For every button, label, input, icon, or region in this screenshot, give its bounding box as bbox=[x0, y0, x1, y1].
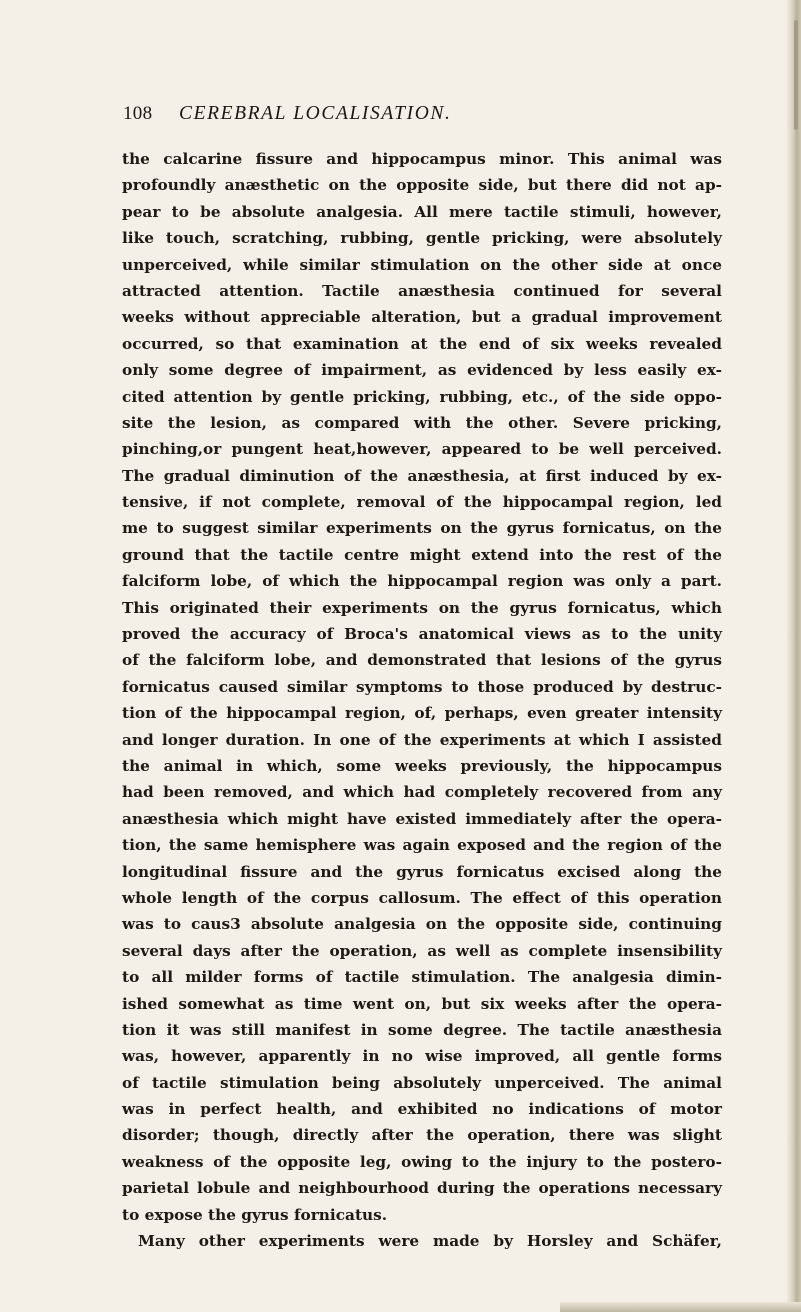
text-line: anæsthesia which might have existed immediately after the opera- bbox=[122, 809, 722, 828]
text-line: profoundly anæsthetic on the opposite side, but there did not ap- bbox=[122, 176, 722, 195]
text-line: tion, the same hemisphere was again exposed and the region of the bbox=[122, 836, 722, 855]
text-line: This originated their experiments on the gyrus fornicatus, which bbox=[122, 598, 722, 617]
text-line: the animal in which, some weeks previously, the hippocampus bbox=[122, 756, 722, 775]
text-line: whole length of the corpus callosum. The effect of this operation bbox=[122, 888, 722, 907]
text-line: falciform lobe, of which the hippocampal region was only a part. bbox=[122, 572, 722, 591]
text-line: was to caus3 absolute analgesia on the opposite side, continuing bbox=[122, 915, 722, 934]
text-line: several days after the operation, as well as complete insensibility bbox=[122, 941, 722, 960]
text-line: had been removed, and which had completely recovered from any bbox=[122, 783, 722, 802]
body-text bbox=[122, 146, 722, 1254]
text-line: occurred, so that examination at the end of six weeks revealed bbox=[122, 334, 722, 353]
text-line: attracted attention. Tactile anæsthesia continued for several bbox=[122, 281, 722, 300]
page-number: 108 bbox=[123, 103, 153, 124]
text-line: me to suggest similar experiments on the gyrus fornicatus, on the bbox=[122, 519, 722, 538]
text-line: ground that the tactile centre might extend into the rest of the bbox=[122, 545, 722, 564]
text-line: tion of the hippocampal region, of, perhaps, even greater intensity bbox=[122, 704, 722, 723]
text-line: to expose the gyrus fornicatus. bbox=[122, 1205, 388, 1224]
text-line: disorder; though, directly after the operation, there was slight bbox=[122, 1126, 722, 1145]
text-line: tion it was still manifest in some degree. The tactile anæsthesia bbox=[122, 1020, 722, 1039]
page-spine-edge bbox=[787, 0, 801, 1312]
text-line: like touch, scratching, rubbing, gentle pricking, were absolutely bbox=[122, 229, 722, 248]
text-line: fornicatus caused similar symptoms to those produced by destruc- bbox=[122, 677, 722, 696]
text-line: weakness of the opposite leg, owing to the injury to the postero- bbox=[122, 1152, 722, 1171]
text-line: the calcarine fissure and hippocampus minor. This animal was bbox=[122, 150, 722, 168]
text-line: cited attention by gentle pricking, rubbing, etc., of the side oppo- bbox=[122, 387, 722, 406]
text-line: was, however, apparently in no wise improved, all gentle forms bbox=[122, 1047, 722, 1066]
text-line: to all milder forms of tactile stimulation. The analgesia dimin- bbox=[122, 968, 722, 987]
text-line: longitudinal fissure and the gyrus fornicatus excised along the bbox=[122, 862, 722, 881]
text-line: tensive, if not complete, removal of the hippocampal region, led bbox=[122, 493, 722, 512]
text-line: and longer duration. In one of the experiments at which I assisted bbox=[122, 730, 722, 749]
text-line: pear to be absolute analgesia. All mere tactile stimuli, however, bbox=[122, 202, 722, 221]
text-line: was in perfect health, and exhibited no indications of motor bbox=[122, 1100, 722, 1119]
text-line: site the lesion, as compared with the other. Severe pricking, bbox=[122, 413, 722, 432]
running-title: CEREBRAL LOCALISATION. bbox=[179, 103, 452, 124]
text-line: parietal lobule and neighbourhood during the operations necessary bbox=[122, 1179, 722, 1198]
text-line: unperceived, while similar stimulation on the other side at once bbox=[122, 255, 722, 274]
text-line: of the falciform lobe, and demonstrated that lesions of the gyrus bbox=[122, 651, 722, 670]
text-line: ished somewhat as time went on, but six weeks after the opera- bbox=[122, 994, 722, 1013]
text-line: of tactile stimulation being absolutely unperceived. The animal bbox=[122, 1073, 722, 1092]
text-line: Many other experiments were made by Horsley and Schäfer, bbox=[138, 1232, 722, 1251]
text-line: weeks without appreciable alteration, but a gradual improvement bbox=[122, 308, 722, 327]
running-head bbox=[123, 103, 683, 129]
text-line: The gradual diminution of the anæsthesia, at first induced by ex- bbox=[122, 466, 722, 485]
text-line: pinching,or pungent heat,however, appeared to be well perceived. bbox=[122, 440, 722, 459]
page-bottom-edge bbox=[560, 1302, 801, 1312]
text-line: proved the accuracy of Broca's anatomical views as to the unity bbox=[122, 625, 722, 644]
text-line: only some degree of impairment, as evidenced by less easily ex- bbox=[122, 361, 722, 380]
